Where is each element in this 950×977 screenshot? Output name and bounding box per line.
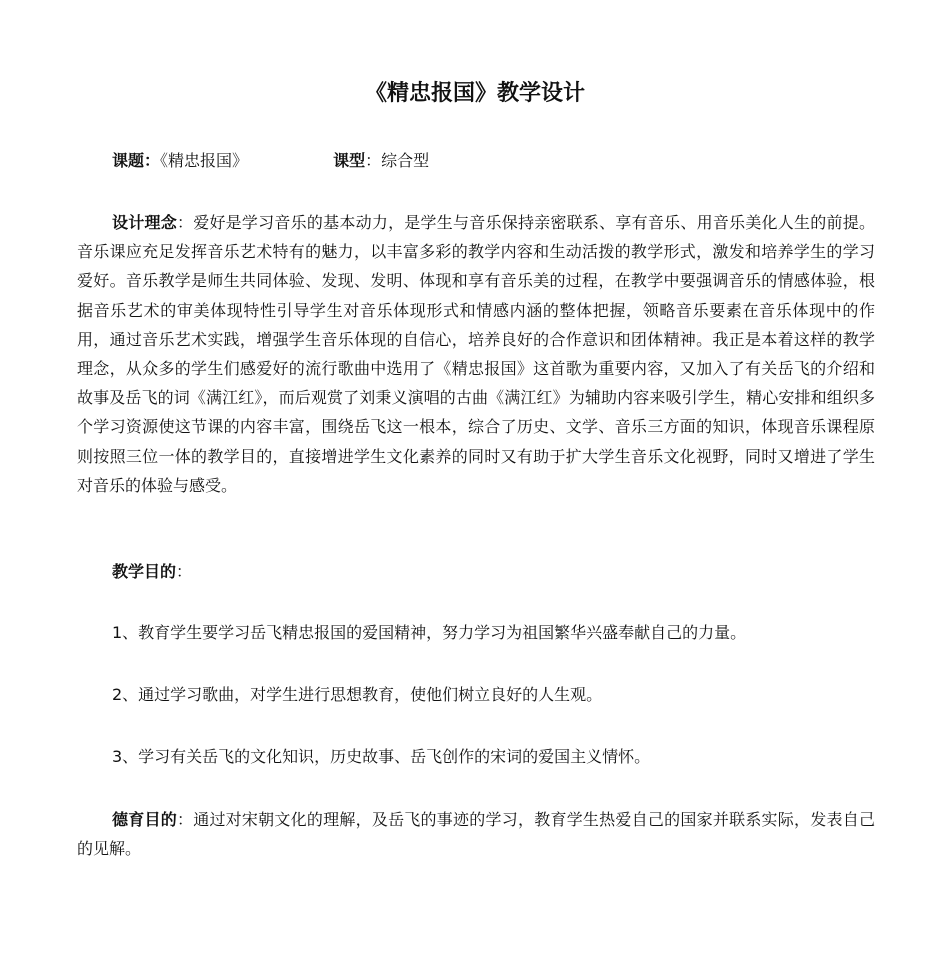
type-label: 课型: [333, 151, 366, 170]
topic-value: 《精忠报国》: [160, 151, 249, 170]
objective-item: 1、教育学生要学习岳飞精忠报国的爱国精神，努力学习为祖国繁华兴盛奉献自己的力量。: [112, 623, 747, 642]
topic-label: 课题：: [112, 151, 161, 170]
moral-goal-label: 德育目的: [112, 810, 177, 829]
objective-item: 3、学习有关岳飞的文化知识，历史故事、岳飞创作的宋词的爱国主义情怀。: [112, 747, 651, 766]
design-rationale-label: 设计理念: [112, 213, 177, 232]
objectives-colon: ：: [176, 562, 193, 581]
design-rationale-text: ：爱好是学习音乐的基本动力，是学生与音乐保持亲密联系、享有音乐、用音乐美化人生的前提。音乐课应充足发挥音乐艺术特有的魅力，以丰富多彩的教学内容和生动活拨的教学形式，激发和培养学生的学习爱好。音乐教学是师生共同体验、发现、发明、体现和享有音乐美的过程，在教学中要强调音乐的情感体验，根据音乐艺术的审美体现特性引导学生对音乐体现形式和情感内涵的整体把握，领略音乐要素在音乐体现中的作用，通过音乐艺术实践，增强学生音乐体现的自信心，培养良好的合作意识和团体精神。我正是本着这样的教学理念，从众多的学生们感爱好的流行歌曲中选用了《精忠报国》这首歌为重要内容，又加入了有关岳飞的介绍和故事及岳飞的词《满江红》，而后观赏了刘秉义演唱的古曲《满江红》为辅助内容来吸引学生，精心安排和组织多个学习资源使这节课的内容丰富，围绕岳飞这一根本，综合了历史、文学、音乐三方面的知识，体现音乐课程原则按照三位一体的教学目的，直接增进学生文化素养的同时又有助于扩大学生音乐文化视野，同时又增进了学生对音乐的体验与感受。: [77, 213, 875, 495]
document-title: 《精忠报国》教学设计: [364, 81, 585, 106]
design-rationale-paragraph: [77, 208, 875, 500]
objectives-label: 教学目的: [112, 562, 177, 581]
type-field: [333, 149, 429, 173]
moral-goal-text: ：通过对宋朝文化的理解，及岳飞的事迹的学习，教育学生热爱自己的国家并联系实际，发表自己的见解。: [77, 810, 875, 859]
objective-item: 2、通过学习歌曲，对学生进行思想教育，使他们树立良好的人生观。: [112, 685, 603, 704]
type-value: ：综合型: [365, 151, 430, 170]
lesson-meta: [112, 149, 429, 173]
moral-goal-paragraph: [77, 805, 875, 863]
topic-field: [112, 149, 248, 173]
objectives-heading: [112, 560, 192, 584]
